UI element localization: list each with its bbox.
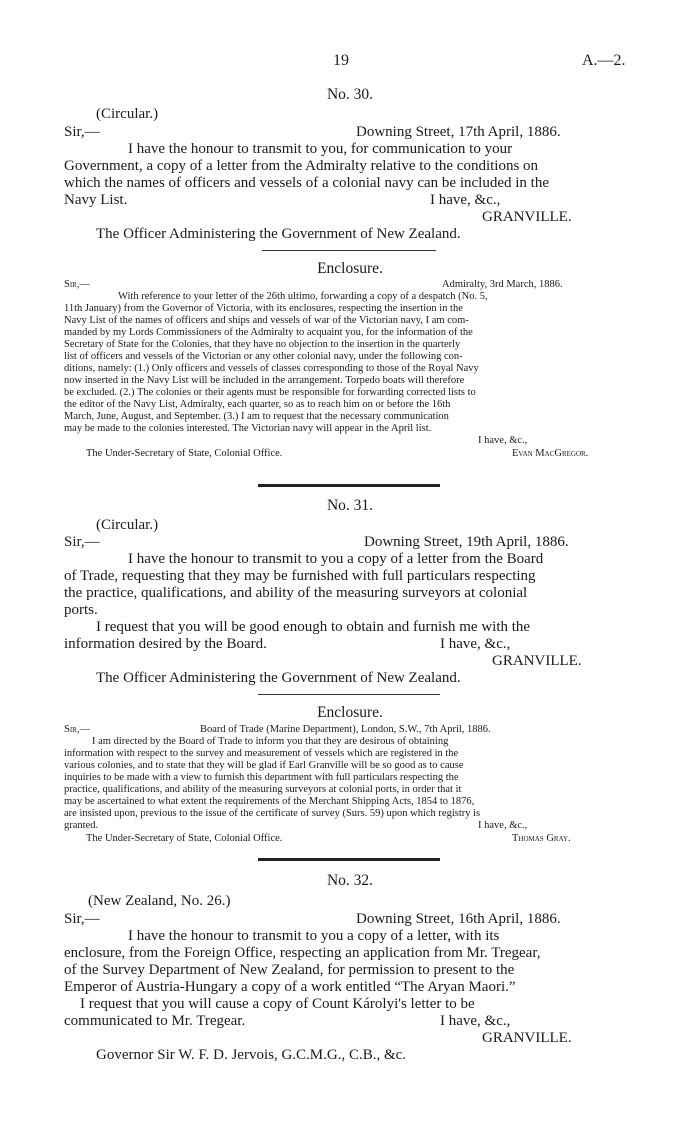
enclosure-body-line: be excluded. (2.) The colonies or their agents must be responsible for forwarding corrected lists to [64, 387, 476, 398]
body-line: which the names of officers and vessels of a colonial navy can be included in the [64, 175, 549, 191]
enclosure-body-line: ditions, namely: (1.) Only officers and vessels of classes corresponding to those of the Royal Navy [64, 363, 479, 374]
page-number: 19 [333, 52, 349, 69]
addressee: The Officer Administering the Government of New Zealand. [96, 226, 461, 242]
body-line: Emperor of Austria-Hungary a copy of a work entitled “The Aryan Maori.” [64, 979, 516, 995]
body-line: of the Survey Department of New Zealand, for permission to present to the [64, 962, 515, 978]
addressee: Governor Sir W. F. D. Jervois, G.C.M.G., C.B., &c. [96, 1047, 407, 1063]
enclosure-salutation: Sir,— [64, 279, 90, 290]
enclosure-signature: Thomas Gray. [512, 833, 571, 844]
enclosure-body-line: inquiries to be made with a view to furnish this department with full particulars respecting the [64, 772, 459, 783]
letter-note: (Circular.) [96, 517, 159, 533]
enclosure-body-line: may be made to the colonies interested. The Victorian navy will appear in the April list. [64, 423, 432, 434]
enclosure-body-line: the editor of the Navy List, Admiralty, each quarter, so as to reach him on or before the 16th [64, 399, 451, 410]
enclosure-body-line: I am directed by the Board of Trade to inform you that they are desirous of obtaining [92, 736, 449, 747]
enclosure-addressee: The Under-Secretary of State, Colonial Office. [86, 833, 283, 844]
document-reference: A.—2. [582, 52, 626, 69]
enclosure-body-line: various colonies, and to state that they will be glad if Earl Granville will be so good as to cause [64, 760, 464, 771]
body-line: I request that you will cause a copy of Count Károlyi's letter to be [80, 996, 475, 1012]
enclosure-heading: Enclosure. [317, 704, 383, 721]
body-line: enclosure, from the Foreign Office, respecting an application from Mr. Tregear, [64, 945, 541, 961]
enclosure-addressee: The Under-Secretary of State, Colonial Office. [86, 448, 283, 459]
signature: GRANVILLE. [482, 1030, 572, 1046]
letter-number: No. 30. [326, 86, 374, 103]
enclosure-body-line: may be ascertained to what extent the requirements of the Merchant Shipping Acts, 1854 to 1876, [64, 796, 475, 807]
body-line: the practice, qualifications, and ability of the measuring surveyors at colonial [64, 585, 528, 601]
enclosure-body-line: 11th January) from the Governor of Victoria, with its enclosures, respecting the insertion in the [64, 303, 463, 314]
enclosure-heading: Enclosure. [317, 260, 383, 277]
body-line: communicated to Mr. Tregear. [64, 1013, 246, 1029]
closing: I have, &c., [440, 636, 511, 652]
salutation: Sir,— [64, 911, 100, 927]
enclosure-body-line: manded by my Lords Commissioners of the Admiralty to acquaint you, for the information of the [64, 327, 473, 338]
letter-number: No. 32. [326, 872, 374, 889]
enclosure-body-line: list of officers and vessels of the Victorian or any other colonial navy, under the following con- [64, 351, 463, 362]
divider [258, 858, 440, 861]
body-line: I have the honour to transmit to you a copy of a letter, with its [128, 928, 500, 944]
enclosure-body-line: Secretary of State for the Colonies, that they have no objection to the insertion in the quarterly [64, 339, 461, 350]
letter-note: (Circular.) [96, 106, 159, 122]
salutation: Sir,— [64, 534, 100, 550]
body-line: I have the honour to transmit to you a copy of a letter from the Board [128, 551, 544, 567]
enclosure-body-line: granted. [64, 820, 99, 831]
letter-number: No. 31. [326, 497, 374, 514]
divider [262, 250, 436, 251]
addressee: The Officer Administering the Government of New Zealand. [96, 670, 461, 686]
enclosure-body-line: now inserted in the Navy List will be included in the arrangement. Torpedo boats will therefore [64, 375, 465, 386]
dateline: Downing Street, 19th April, 1886. [364, 534, 569, 550]
enclosure-body-line: With reference to your letter of the 26th ultimo, forwarding a copy of a despatch (No. 5, [118, 291, 488, 302]
dateline: Downing Street, 17th April, 1886. [356, 124, 561, 140]
enclosure-salutation: Sir,— [64, 724, 90, 735]
closing: I have, &c., [440, 1013, 511, 1029]
divider [258, 694, 440, 695]
enclosure-signature: Evan MacGregor. [512, 448, 589, 459]
signature: GRANVILLE. [492, 653, 582, 669]
enclosure-dateline: Board of Trade (Marine Department), London, S.W., 7th April, 1886. [200, 724, 491, 735]
body-line: information desired by the Board. [64, 636, 267, 652]
closing: I have, &c., [430, 192, 501, 208]
salutation: Sir,— [64, 124, 100, 140]
body-line: Navy List. [64, 192, 128, 208]
enclosure-body-line: are insisted upon, previous to the issue of the certificate of survey (Surs. 59) upon which registry is [64, 808, 481, 819]
enclosure-body-line: information with respect to the survey and measurement of vessels which are registered in the [64, 748, 459, 759]
body-line: I request that you will be good enough to obtain and furnish me with the [96, 619, 531, 635]
body-line: Government, a copy of a letter from the Admiralty relative to the conditions on [64, 158, 539, 174]
body-line: ports. [64, 602, 98, 618]
body-line: I have the honour to transmit to you, for communication to your [128, 141, 513, 157]
signature: GRANVILLE. [482, 209, 572, 225]
enclosure-body-line: Navy List of the names of officers and ships and vessels of war of the Victorian navy, I am com- [64, 315, 469, 326]
divider [258, 484, 440, 487]
enclosure-dateline: Admiralty, 3rd March, 1886. [442, 279, 563, 290]
body-line: of Trade, requesting that they may be furnished with full particulars respecting [64, 568, 536, 584]
dateline: Downing Street, 16th April, 1886. [356, 911, 561, 927]
enclosure-body-line: practice, qualifications, and ability of the measuring surveyors at colonial ports, in order that it [64, 784, 462, 795]
enclosure-closing: I have, &c., [478, 435, 528, 446]
enclosure-closing: I have, &c., [478, 820, 528, 831]
enclosure-body-line: March, June, August, and September. (3.) I am to request that the necessary communication [64, 411, 449, 422]
letter-note: (New Zealand, No. 26.) [88, 893, 231, 909]
